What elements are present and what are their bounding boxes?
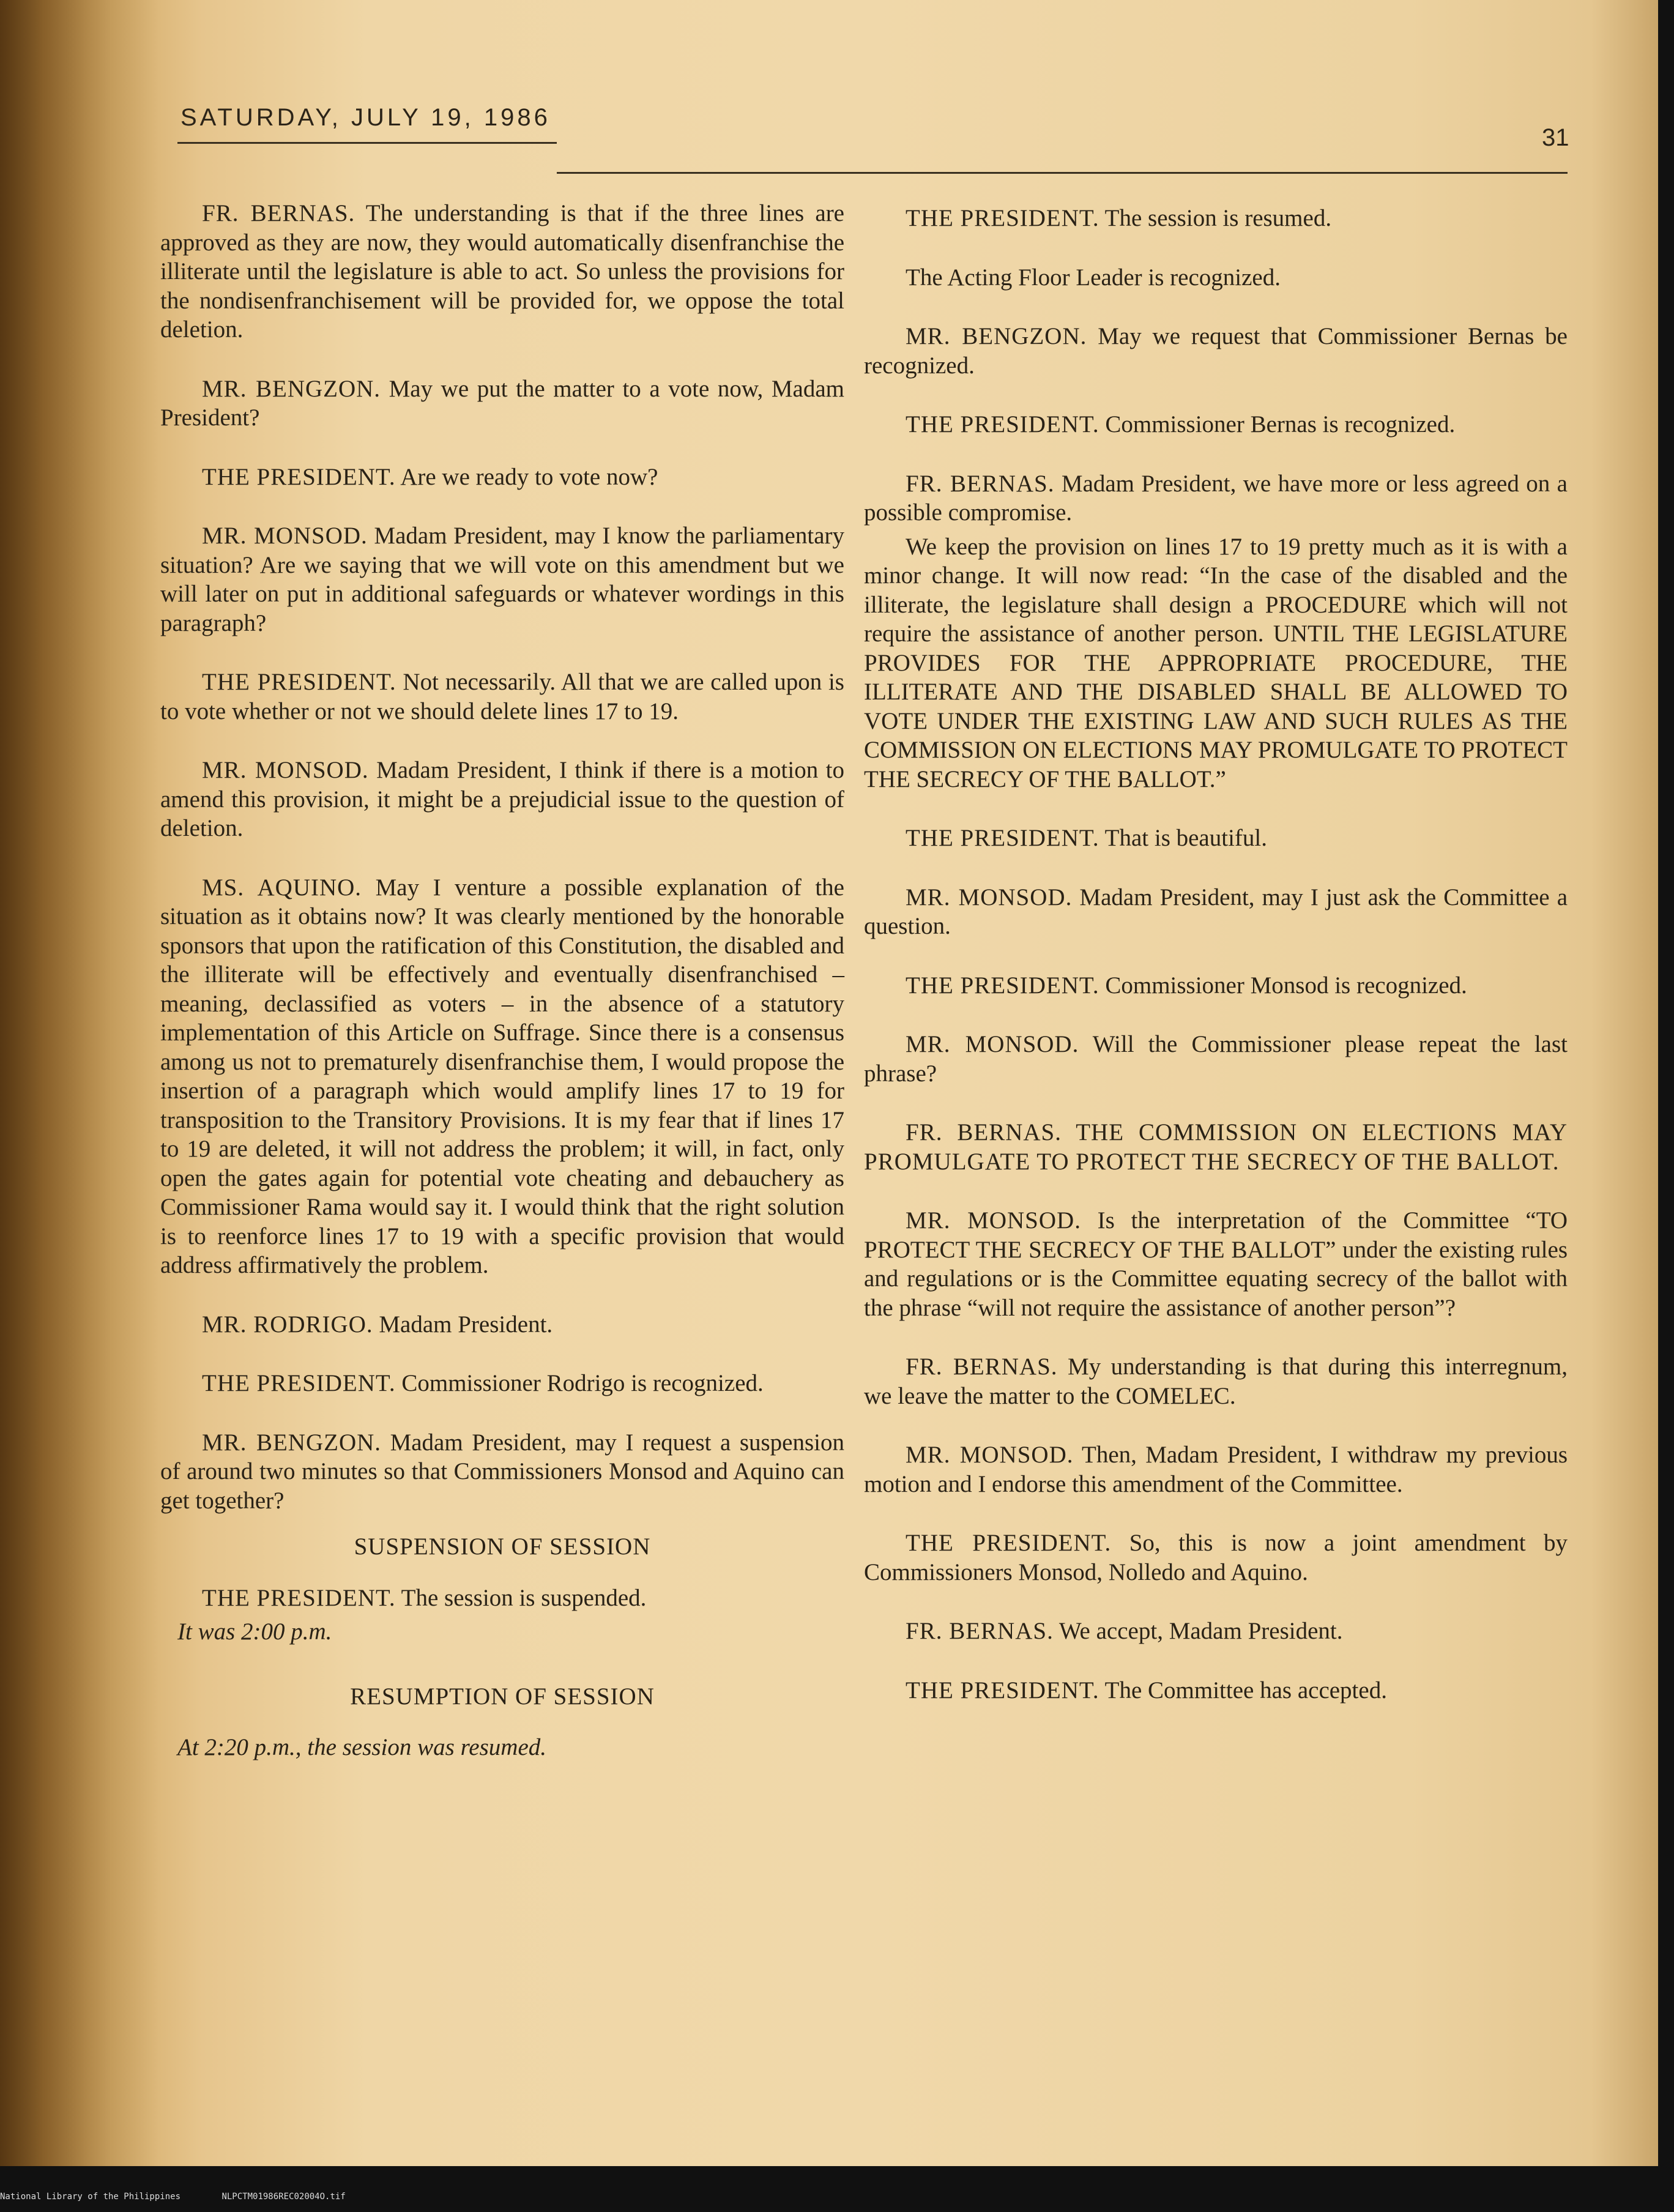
right-column — [864, 204, 1568, 1735]
speech-paragraph — [864, 1676, 1568, 1705]
speech-paragraph — [864, 883, 1568, 941]
speaker-name: THE PRESIDENT. — [906, 1530, 1112, 1556]
speech-text: Commissioner Bernas is recognized. — [1099, 411, 1456, 438]
speech-paragraph — [160, 1428, 844, 1516]
speaker-name: MR. MONSOD. — [202, 757, 369, 783]
speech-text: That is beautiful. — [1099, 825, 1267, 851]
speech-paragraph — [864, 322, 1568, 380]
binding-shadow — [0, 0, 159, 2166]
speech-text: May we put the matter to a vote now, Madam President? — [160, 375, 844, 431]
speaker-name: FR. BERNAS. — [906, 1119, 1062, 1145]
speech-text: The Committee has accepted. — [1099, 1677, 1387, 1704]
speaker-name: MR. MONSOD. — [906, 1442, 1074, 1468]
speech-text: Then, Madam President, I withdraw my previous motion and I endorse this amendment of the Committee. — [864, 1442, 1568, 1497]
speaker-name: MR. BENGZON. — [906, 323, 1087, 349]
speech-text: The Acting Floor Leader is recognized. — [906, 264, 1281, 291]
speaker-name: THE PRESIDENT. — [906, 825, 1099, 851]
speech-text: May we request that Commissioner Bernas be recognized. — [864, 323, 1568, 379]
time-note: At 2:20 p.m., the session was resumed. — [177, 1734, 547, 1760]
speech-paragraph — [160, 756, 844, 843]
speech-text: The session is resumed. — [1099, 205, 1332, 231]
speaker-name: THE PRESIDENT. — [202, 463, 396, 490]
speaker-name: MR. BENGZON. — [202, 375, 381, 402]
page-number: 31 — [1542, 124, 1569, 151]
speaker-name: MR. MONSOD. — [906, 1207, 1081, 1234]
speech-paragraph — [864, 204, 1568, 233]
speech-paragraph — [160, 374, 844, 433]
speaker-name: FR. BERNAS. — [906, 1354, 1058, 1380]
page-header-date: SATURDAY, JULY 19, 1986 — [180, 104, 551, 131]
speaker-name: MR. RODRIGO. — [202, 1311, 373, 1338]
speaker-name: THE PRESIDENT. — [906, 205, 1099, 231]
speaker-name: MR. MONSOD. — [906, 884, 1073, 910]
speech-text: Madam President, may I just ask the Committee a question. — [864, 884, 1568, 939]
speech-paragraph — [864, 1206, 1568, 1322]
speech-paragraph — [864, 1352, 1568, 1410]
speech-text: Commissioner Monsod is recognized. — [1099, 972, 1467, 999]
speaker-name: MR. MONSOD. — [202, 523, 368, 549]
speech-paragraph — [864, 469, 1568, 527]
speaker-name: MR. BENGZON. — [202, 1429, 382, 1456]
speech-text: Madam President, we have more or less agreed on a possible compromise. — [864, 470, 1568, 526]
speaker-name: THE PRESIDENT. — [906, 411, 1099, 438]
speech-text: THE COMMISSION ON ELECTIONS MAY PROMULGATE TO PROTECT THE SECRECY OF THE BALLOT. — [864, 1119, 1568, 1175]
speech-text: So, this is now a joint amendment by Commissioners Monsod, Nolledo and Aquino. — [864, 1530, 1568, 1585]
time-note: It was 2:00 p.m. — [177, 1618, 332, 1645]
speech-paragraph — [864, 1617, 1568, 1646]
speech-text: The session is suspended. — [395, 1584, 647, 1611]
speech-paragraph — [160, 521, 844, 638]
speech-text: The understanding is that if the three lines are approved as they are now, they would automatically disenfranchise the illiterate until the legislature is able to act. So unless the provisions for the nondisenfranchisement will be provided for, we oppose the total deletion. — [160, 200, 844, 343]
speech-text: My understanding is that during this interregnum, we leave the matter to the COMELEC. — [864, 1354, 1568, 1409]
speaker-name: THE PRESIDENT. — [202, 1370, 396, 1396]
footer-source: National Library of the Philippines — [0, 2192, 181, 2202]
header-rule-left — [177, 142, 557, 144]
speaker-name: THE PRESIDENT. — [202, 669, 396, 695]
speaker-name: FR. BERNAS. — [906, 1618, 1054, 1644]
speech-paragraph — [864, 971, 1568, 1000]
footer-filename: NLPCTM01986REC02004O.tif — [221, 2192, 346, 2202]
speech-paragraph — [864, 1529, 1568, 1587]
speech-text: We keep the provision on lines 17 to 19 pretty much as it is with a minor change. It will now read: “In the case of the disabled and the illiterate, the legislature shall design a PROCEDURE which will not require the assistance of another person. UNTIL THE LEGISLATURE PROVIDES FOR THE APPROPRIATE PROCEDURE, THE ILLITERATE AND THE DISABLED SHALL BE ALLOWED TO VOTE UNDER THE EXISTING LAW AND SUCH RULES AS THE COMMISSION ON ELECTIONS MAY PROMULGATE TO PROTECT THE SECRECY OF THE BALLOT.” — [864, 533, 1568, 792]
speech-paragraph — [160, 1310, 844, 1339]
speech-paragraph — [160, 873, 844, 1280]
speaker-name: FR. BERNAS. — [906, 470, 1055, 497]
speech-text: Madam President, I think if there is a motion to amend this provision, it might be a prejudicial issue to the question of deletion. — [160, 757, 844, 841]
speech-text: Not necessarily. All that we are called upon is to vote whether or not we should delete lines 17 to 19. — [160, 669, 844, 724]
speech-paragraph — [864, 263, 1568, 292]
speech-text: Is the interpretation of the Committee “TO PROTECT THE SECRECY OF THE BALLOT” under the existing rules and regulations or is the Committee equating secrecy of the ballot with the phrase “will not require the assistance of another person”? — [864, 1207, 1568, 1321]
scan-footer — [0, 2192, 346, 2202]
speaker-name: THE PRESIDENT. — [202, 1584, 396, 1611]
speech-paragraph — [160, 1369, 844, 1398]
speaker-name: FR. BERNAS. — [202, 200, 355, 226]
speech-paragraph — [160, 668, 844, 726]
speech-paragraph — [864, 824, 1568, 853]
speech-paragraph — [864, 1440, 1568, 1499]
speech-text: May I venture a possible explanation of the situation as it obtains now? It was clearly mentioned by the honorable sponsors that upon the ratification of this Constitution, the disabled and the illiterate will be effectively and eventually disenfranchised – meaning, declassified as voters – in the absence of a statutory implementation of this Article on Suffrage. Since there is a consensus among us not to prematurely disenfranchise them, I would propose the insertion of a paragraph which would amplify lines 17 to 19 for transposition to the Transitory Provisions. It is my fear that if lines 17 to 19 are deleted, it will not address the problem; it will, in fact, only open the gates again for potential vote cheating and debauchery as Commissioner Rama would say it. I would think that the right solution is to reenforce lines 17 to 19 with a specific provision that would address affirmatively the problem. — [160, 874, 844, 1278]
speech-paragraph — [864, 410, 1568, 439]
speaker-name: THE PRESIDENT. — [906, 972, 1099, 999]
speech-paragraph — [160, 463, 844, 492]
header-rule-right — [557, 172, 1568, 174]
speech-paragraph — [864, 1030, 1568, 1088]
speech-text: Madam President. — [373, 1311, 553, 1338]
speech-paragraph — [160, 1584, 844, 1613]
suspension-heading: SUSPENSION OF SESSION — [354, 1533, 651, 1560]
speech-paragraph — [160, 199, 844, 344]
speaker-name: MR. MONSOD. — [906, 1031, 1079, 1057]
speech-paragraph — [864, 532, 1568, 794]
speech-text: Will the Commissioner please repeat the last phrase? — [864, 1031, 1568, 1087]
resumption-heading: RESUMPTION OF SESSION — [350, 1683, 655, 1710]
speaker-name: MS. AQUINO. — [202, 874, 362, 901]
speech-paragraph — [864, 1118, 1568, 1176]
speech-text: Madam President, may I request a suspension of around two minutes so that Commissioners Monsod and Aquino can get together? — [160, 1429, 844, 1514]
left-column — [160, 199, 844, 1798]
speech-text: Commissioner Rodrigo is recognized. — [395, 1370, 764, 1396]
speaker-name: THE PRESIDENT. — [906, 1677, 1099, 1704]
speech-text: We accept, Madam President. — [1053, 1618, 1343, 1644]
speech-text: Are we ready to vote now? — [395, 463, 658, 490]
speech-text: Madam President, may I know the parliamentary situation? Are we saying that we will vote on this amendment but we will later on put in additional safeguards or whatever wordings in this paragraph? — [160, 523, 844, 636]
